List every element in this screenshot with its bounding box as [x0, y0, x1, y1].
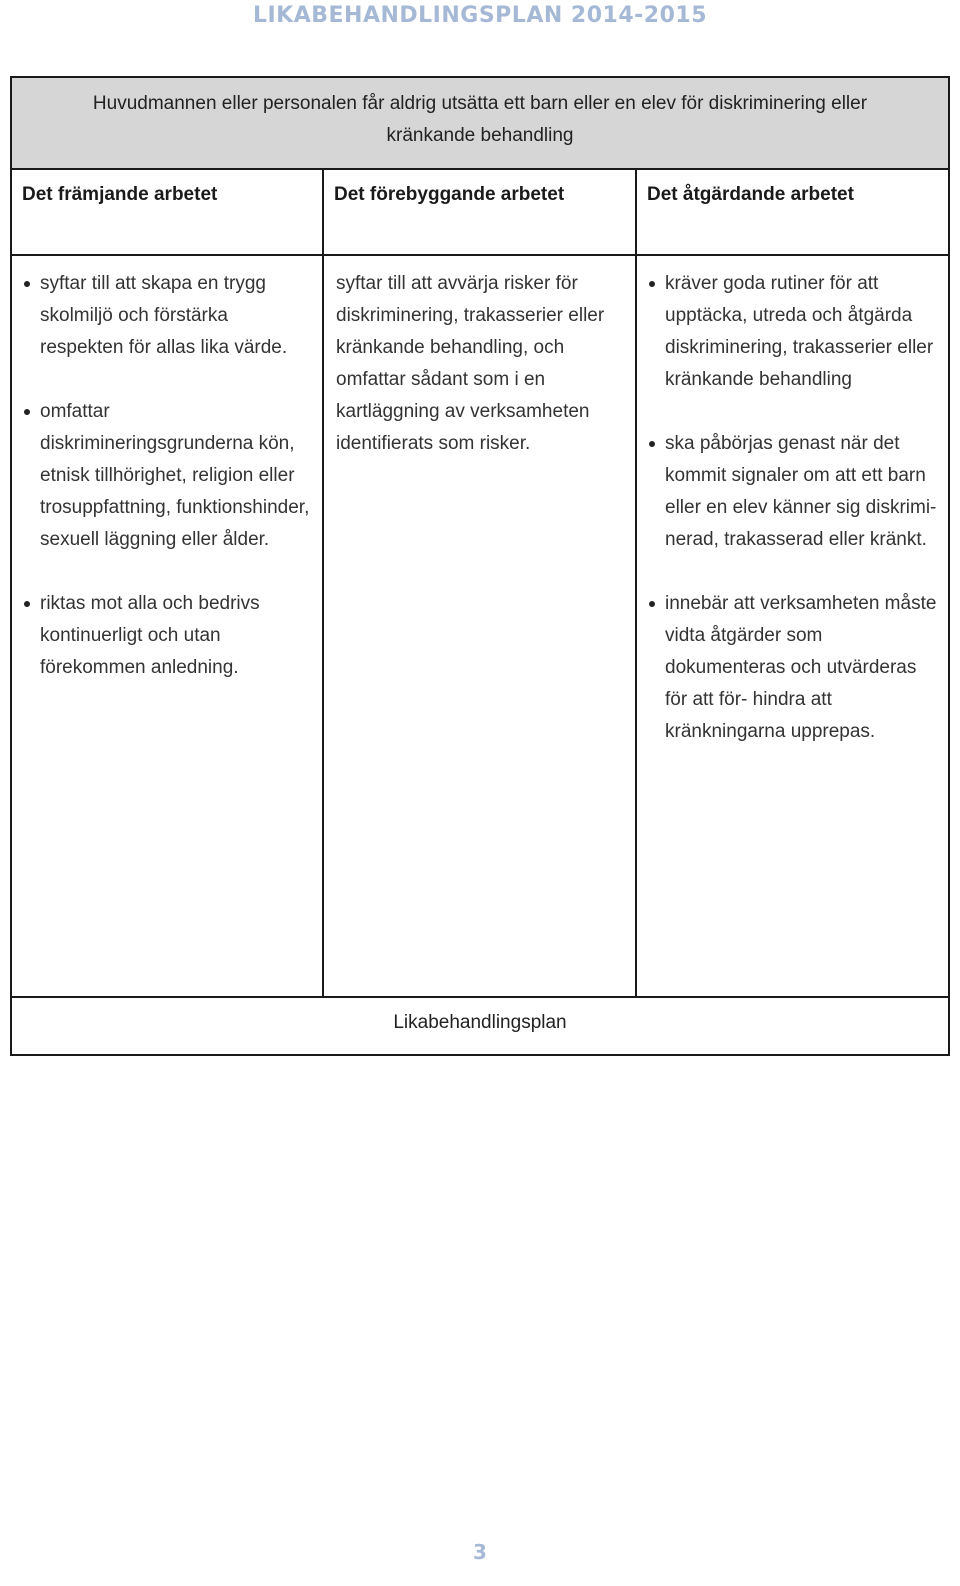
list-item: ska påbörjas genast när det kommit signaler om att ett barn eller en elev känner sig diskrimi- nerad, trakasserad eller kränkt. [647, 428, 940, 556]
page-number: 3 [473, 1540, 487, 1564]
framjande-list [22, 268, 314, 684]
column-header-framjande: Det främjande arbetet [11, 169, 323, 255]
list-item: kräver goda rutiner för att upptäcka, utreda och åtgärda diskriminering, trakasserier eller kränkande behandling [647, 268, 940, 396]
footer-row [11, 997, 949, 1055]
column-header-row [11, 169, 949, 255]
list-item: syftar till att skapa en trygg skolmiljö och förstärka respekten för allas lika värde. [22, 268, 314, 364]
cell-framjande [11, 255, 323, 997]
cell-atgardande [636, 255, 949, 997]
cell-forebyggande [323, 255, 636, 997]
likabehandling-table [10, 76, 950, 1056]
column-header-atgardande: Det åtgärdande arbetet [636, 169, 949, 255]
list-item: riktas mot alla och bedrivs kontinuerligt och utan förekommen anledning. [22, 588, 314, 684]
list-item: omfattar diskrimineringsgrunderna kön, etnisk tillhörighet, religion eller trosuppfattning, funktionshinder, sexuell läggning eller ålder. [22, 396, 314, 556]
table-footer-text: Likabehandlingsplan [11, 997, 949, 1055]
list-item: innebär att verksamheten måste vidta åtgärder som dokumenteras och utvärderas för att för- hindra att kränkningarna upprepas. [647, 588, 940, 748]
page-header-title: LIKABEHANDLINGSPLAN 2014-2015 [252, 3, 708, 28]
banner-row [11, 77, 949, 169]
column-header-forebyggande: Det förebyggande arbetet [323, 169, 636, 255]
content-row [11, 255, 949, 997]
atgardande-list [647, 268, 940, 748]
forebyggande-text: syftar till att avvärja risker för diskriminering, trakasserier eller kränkande behandling, och omfattar sådant som i en kartläggning av verksamheten identifierats som risker. [336, 273, 605, 454]
banner-text: Huvudmannen eller personalen får aldrig utsätta ett barn eller en elev för diskriminering eller kränkande behandling [11, 77, 949, 169]
